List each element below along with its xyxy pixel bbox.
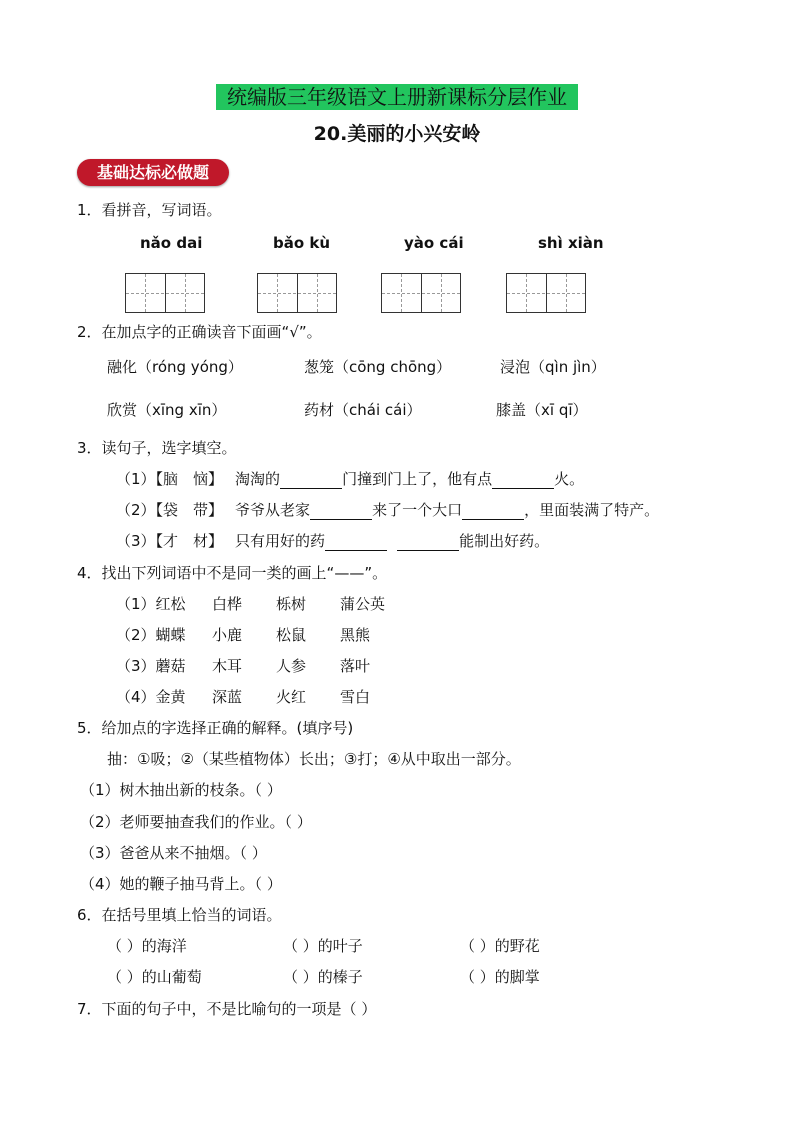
- q4-word: 深蓝: [212, 688, 243, 706]
- q3-row-3: （3）【才 材】 只有用好的药 能制出好药。: [116, 532, 550, 550]
- q3-row-label: （2）【袋 带】: [116, 501, 224, 519]
- q4-word: （3）蘑菇: [116, 657, 186, 675]
- q2-stem: 2．在加点字的正确读音下面画“√”。: [77, 323, 322, 341]
- fill-blank[interactable]: [492, 472, 554, 489]
- q4-word: 人参: [276, 657, 307, 675]
- q5-stem: 5．给加点的字选择正确的解释。(填序号): [77, 719, 354, 737]
- q1-pinyin-4: shì xiàn: [538, 234, 604, 252]
- q4-word: （2）蝴蝶: [116, 626, 186, 644]
- q2-item: 膝盖（xī qī）: [496, 401, 588, 419]
- fill-blank[interactable]: [462, 503, 524, 520]
- q2-item: 融化（róng yóng）: [107, 358, 243, 376]
- q3-row-label: （1）【脑 恼】: [116, 470, 224, 488]
- q2-item: 药材（chái cái）: [304, 401, 422, 419]
- q6-item: （ ）的叶子: [283, 937, 363, 955]
- worksheet-banner: 统编版三年级语文上册新课标分层作业: [216, 84, 578, 110]
- q4-word: 落叶: [340, 657, 371, 675]
- q4-word: （4）金黄: [116, 688, 186, 706]
- section-pill: 基础达标必做题: [77, 159, 229, 186]
- q1-pinyin-2: bǎo kù: [273, 234, 331, 252]
- tianzige-box[interactable]: [381, 273, 461, 313]
- q5-item: （3）爸爸从来不抽烟。（ ）: [80, 844, 267, 862]
- q6-item: （ ）的山葡萄: [107, 968, 202, 986]
- q1-pinyin-3: yào cái: [404, 234, 464, 252]
- q2-item: 欣赏（xīng xīn）: [107, 401, 227, 419]
- q7-stem: 7．下面的句子中，不是比喻句的一项是（ ）: [77, 1000, 377, 1018]
- lesson-title: 20.美丽的小兴安岭: [313, 123, 481, 145]
- q4-word: 火红: [276, 688, 307, 706]
- q6-item: （ ）的海洋: [107, 937, 187, 955]
- q4-word: 栎树: [276, 595, 307, 613]
- q4-word: 小鹿: [212, 626, 243, 644]
- q4-word: 木耳: [212, 657, 243, 675]
- q3-row-2: （2）【袋 带】 爷爷从老家 来了一个大口 ，里面装满了特产。: [116, 501, 660, 519]
- q5-item: （1）树木抽出新的枝条。（ ）: [80, 781, 282, 799]
- q4-word: 黑熊: [340, 626, 371, 644]
- q1-pinyin-1: nǎo dai: [140, 234, 203, 252]
- tianzige-box[interactable]: [125, 273, 205, 313]
- q4-word: 雪白: [340, 688, 371, 706]
- tianzige-box[interactable]: [506, 273, 586, 313]
- q4-word: 白桦: [212, 595, 243, 613]
- q6-item: （ ）的野花: [460, 937, 540, 955]
- q3-row-label: （3）【才 材】: [116, 532, 224, 550]
- q5-item: （2）老师要抽查我们的作业。（ ）: [80, 813, 312, 831]
- q2-item: 浸泡（qìn jìn）: [500, 358, 606, 376]
- q4-word: 蒲公英: [340, 595, 386, 613]
- q6-stem: 6．在括号里填上恰当的词语。: [77, 906, 282, 924]
- q2-item: 葱笼（cōng chōng）: [304, 358, 452, 376]
- fill-blank[interactable]: [397, 534, 459, 551]
- q3-row-1: （1）【脑 恼】 淘淘的 门撞到门上了，他有点 火。: [116, 470, 585, 488]
- q4-word: （1）红松: [116, 595, 186, 613]
- q6-item: （ ）的脚掌: [460, 968, 540, 986]
- q4-word: 松鼠: [276, 626, 307, 644]
- fill-blank[interactable]: [310, 503, 372, 520]
- q5-definition: 抽：①吸；②（某些植物体）长出；③打；④从中取出一部分。: [107, 750, 521, 768]
- q3-stem: 3．读句子，选字填空。: [77, 439, 237, 457]
- fill-blank[interactable]: [325, 534, 387, 551]
- q4-stem: 4．找出下列词语中不是同一类的画上“——”。: [77, 564, 388, 582]
- fill-blank[interactable]: [280, 472, 342, 489]
- q6-item: （ ）的榛子: [283, 968, 363, 986]
- tianzige-box[interactable]: [257, 273, 337, 313]
- q1-stem: 1．看拼音，写词语。: [77, 201, 222, 219]
- q5-item: （4）她的鞭子抽马背上。（ ）: [80, 875, 282, 893]
